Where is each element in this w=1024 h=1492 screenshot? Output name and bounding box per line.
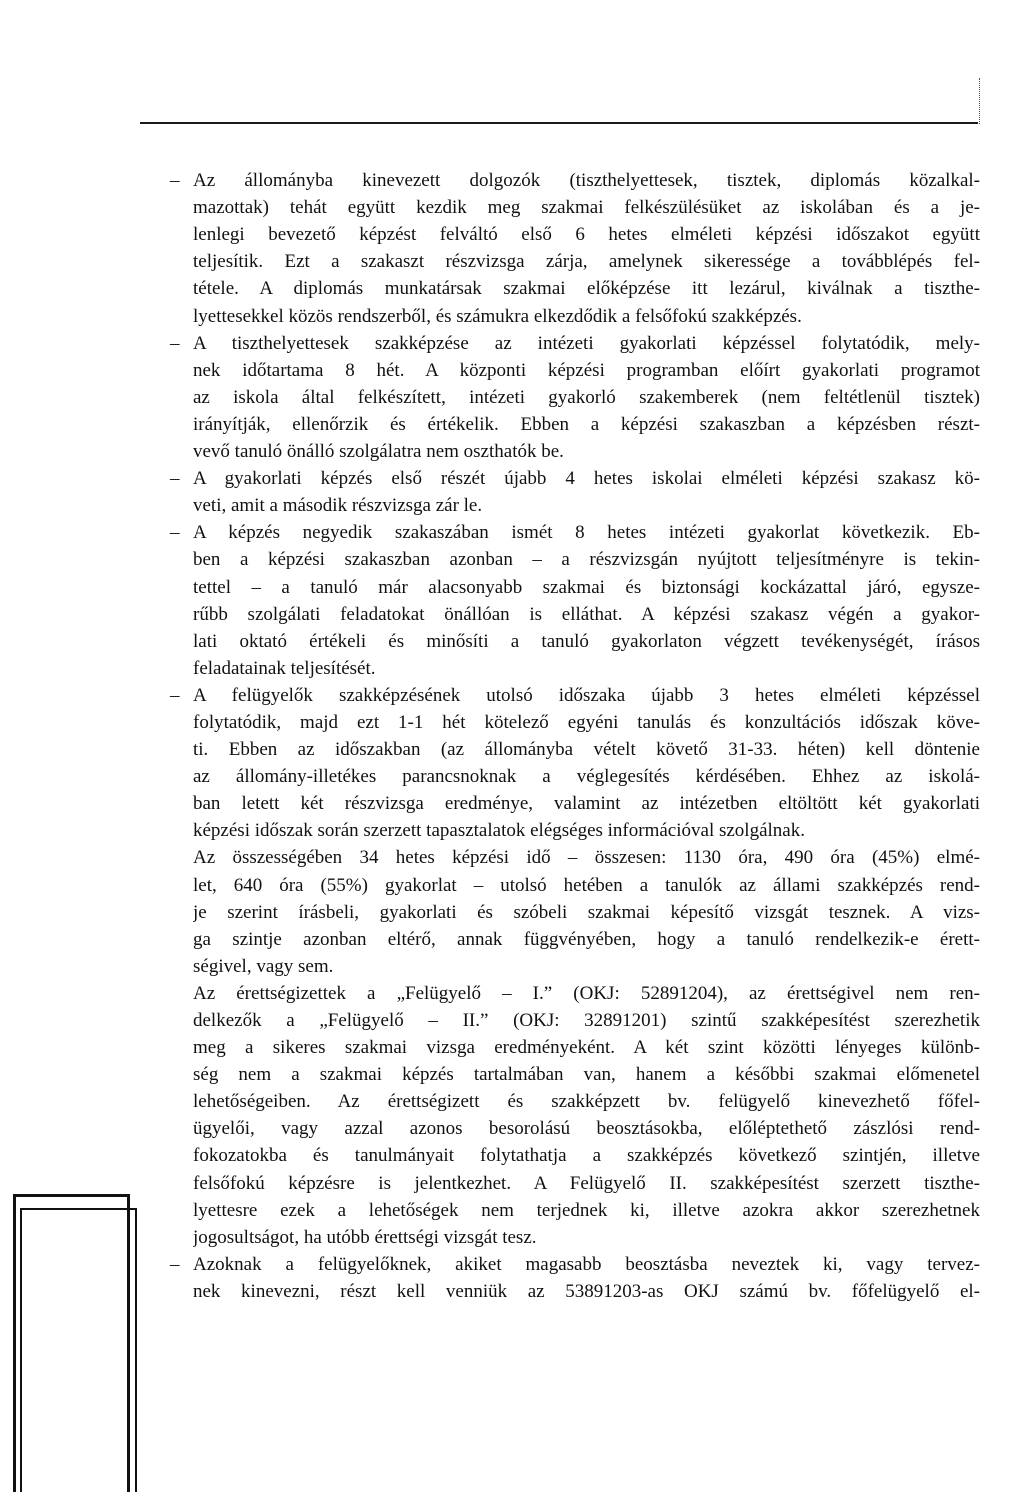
text-line xyxy=(170,1059,980,1086)
line-text: képzési időszak során szerzett tapasztalatok elégséges információval szolgálnak. xyxy=(193,820,805,842)
text-line xyxy=(170,788,980,815)
text-line xyxy=(170,815,980,842)
line-text: ben a képzési szakaszban azonban – a részvizsgán nyújtott teljesítményre is tekin- xyxy=(193,549,980,571)
line-text: teljesítik. Ezt a szakaszt részvizsga zárja, amelynek sikeressége a továbblépés fel- xyxy=(193,251,980,273)
text-line xyxy=(170,355,980,382)
line-text: je szerint írásbeli, gyakorlati és szóbeli szakmai képesítő vizsgát tesznek. A vizs- xyxy=(193,901,980,923)
text-line xyxy=(170,490,980,517)
text-line xyxy=(170,246,980,273)
line-text: ügyelői, vagy azzal azonos besorolású beosztásokba, előléptethető zászlósi rend- xyxy=(193,1118,980,1140)
text-line xyxy=(170,1086,980,1113)
list-dash: – xyxy=(170,1253,180,1275)
line-text: A gyakorlati képzés első részét újabb 4 hetes iskolai elméleti képzési szakasz kö- xyxy=(193,468,980,490)
line-text: nek időtartama 8 hét. A központi képzési programban előírt gyakorlati programot xyxy=(193,359,980,381)
line-text: Az összességében 34 hetes képzési idő – összesen: 1130 óra, 490 óra (45%) elmé- xyxy=(193,847,980,869)
line-text: fokozatokba és tanulmányait folytathatja a szakképzés következő szintjén, illetve xyxy=(193,1145,980,1167)
line-text: folytatódik, majd ezt 1-1 hét kötelező egyéni tanulás és konzultációs időszak köve- xyxy=(193,711,980,733)
line-text: ségivel, vagy sem. xyxy=(193,955,334,977)
line-text: Az állományba kinevezett dolgozók (tiszthelyettesek, tisztek, diplomás közalkal- xyxy=(193,170,980,192)
text-line xyxy=(170,1113,980,1140)
line-text: ga szintje azonban eltérő, annak függvényében, hogy a tanuló rendelkezik-e érett- xyxy=(193,928,980,950)
line-text: Az érettségizettek a „Felügyelő – I.” (OKJ: 52891204), az érettségivel nem ren- xyxy=(193,982,980,1004)
line-text: delkezők a „Felügyelő – II.” (OKJ: 32891201) szintű szakképesítést szerezhetik xyxy=(193,1010,980,1031)
margin-tick-mark xyxy=(979,78,981,124)
line-text: lati oktató értékeli és minősíti a tanuló gyakorlaton végzett tevékenységét, írásos xyxy=(193,630,980,652)
text-line xyxy=(170,300,980,327)
line-text: let, 640 óra (55%) gyakorlat – utolsó hetében a tanulók az állami szakképzés rend- xyxy=(193,874,980,896)
line-text: veti, amit a második részvizsga zár le. xyxy=(193,495,483,517)
line-text: felsőfokú képzésre is jelentkezhet. A Felügyelő II. szakképesítést szerzett tiszthe- xyxy=(193,1172,980,1194)
text-line xyxy=(170,1140,980,1167)
text-line xyxy=(170,1276,980,1303)
text-line xyxy=(170,599,980,626)
line-text: az iskola által felkészített, intézeti gyakorló szakemberek (nem feltétlenül tisztek) xyxy=(193,386,980,408)
text-line xyxy=(170,544,980,571)
text-line xyxy=(170,707,980,734)
list-dash: – xyxy=(170,522,180,544)
line-text: tettel – a tanuló már alacsonyabb szakmai és biztonsági kockázattal járó, egysze- xyxy=(193,576,980,598)
text-line xyxy=(170,1195,980,1222)
text-line xyxy=(170,571,980,598)
text-line xyxy=(170,1167,980,1194)
line-text: irányítják, ellenőrzik és értékelik. Ebben a képzési szakaszban a képzésben részt- xyxy=(193,413,980,435)
list-dash: – xyxy=(170,468,180,490)
line-text: ban letett két részvizsga eredménye, valamint az intézetben eltöltött két gyakorlati xyxy=(193,793,980,815)
text-line xyxy=(170,842,980,869)
text-line xyxy=(170,680,980,707)
line-text: feladatainak teljesítését. xyxy=(193,657,376,679)
text-line xyxy=(170,626,980,653)
text-line xyxy=(170,978,980,1005)
text-line xyxy=(170,1005,980,1032)
line-text: tétele. A diplomás munkatársak szakmai előképzése itt lezárul, kiválnak a tiszthe- xyxy=(193,278,980,300)
text-line xyxy=(170,1222,980,1249)
body-text xyxy=(170,165,980,1303)
line-text: az állomány-illetékes parancsnoknak a véglegesítés kérdésében. Ehhez az iskolá- xyxy=(193,766,980,788)
line-text: lehetőségeiben. Az érettségizett és szakképzett bv. felügyelő kinevezhető főfel- xyxy=(193,1091,980,1113)
line-text: A felügyelők szakképzésének utolsó időszaka újabb 3 hetes elméleti képzéssel xyxy=(193,684,980,706)
text-line xyxy=(170,734,980,761)
line-text: meg a sikeres szakmai vizsga eredményeként. A két szint közötti lényeges különb- xyxy=(193,1037,980,1059)
line-text: A képzés negyedik szakaszában ismét 8 hetes intézeti gyakorlat következik. Eb- xyxy=(193,522,980,544)
line-text: jogosultságot, ha utóbb érettségi vizsgát tesz. xyxy=(193,1226,537,1248)
text-line xyxy=(170,869,980,896)
line-text: nek kinevezni, részt kell venniük az 53891203-as OKJ számú bv. főfelügyelő el- xyxy=(193,1280,980,1302)
list-dash: – xyxy=(170,332,180,354)
line-text: mazottak) tehát együtt kezdik meg szakmai felkészülésüket az iskolában és a je- xyxy=(193,197,980,219)
line-text: lyettesekkel közös rendszerből, és számukra elkezdődik a felsőfokú szakképzés. xyxy=(193,305,802,327)
text-line xyxy=(170,273,980,300)
text-line xyxy=(170,436,980,463)
header-rule xyxy=(140,122,978,124)
line-text: A tiszthelyettesek szakképzése az intézeti gyakorlati képzéssel folytatódik, mely- xyxy=(193,332,980,354)
text-line xyxy=(170,1249,980,1276)
list-dash: – xyxy=(170,170,180,192)
line-text: lenlegi bevezető képzést felváltó első 6 hetes elméleti képzési időszakot együtt xyxy=(193,224,980,246)
text-line xyxy=(170,517,980,544)
line-text: ti. Ebben az időszakban (az állományba vételt követő 31-33. héten) kell döntenie xyxy=(193,739,980,761)
text-line xyxy=(170,463,980,490)
text-line xyxy=(170,219,980,246)
list-dash: – xyxy=(170,684,180,706)
text-line xyxy=(170,382,980,409)
text-line xyxy=(170,328,980,355)
text-line xyxy=(170,897,980,924)
line-text: vevő tanuló önálló szolgálatra nem oszthatók be. xyxy=(193,441,564,463)
text-line xyxy=(170,192,980,219)
text-line xyxy=(170,951,980,978)
text-line xyxy=(170,761,980,788)
text-line xyxy=(170,1032,980,1059)
text-line xyxy=(170,165,980,192)
text-line xyxy=(170,653,980,680)
line-text: lyettesre ezek a lehetőségek nem terjednek ki, illetve azokra akkor szerezhetnek xyxy=(193,1199,980,1221)
margin-box-inner-frame xyxy=(20,1208,137,1492)
line-text: ség nem a szakmai képzés tartalmában van, hanem a későbbi szakmai előmenetel xyxy=(193,1064,980,1086)
line-text: rűbb szolgálati feladatokat önállóan is elláthat. A képzési szakasz végén a gyakor- xyxy=(193,603,980,625)
text-line xyxy=(170,924,980,951)
line-text: Azoknak a felügyelőknek, akiket magasabb beosztásba neveztek ki, vagy tervez- xyxy=(193,1253,980,1275)
text-line xyxy=(170,409,980,436)
